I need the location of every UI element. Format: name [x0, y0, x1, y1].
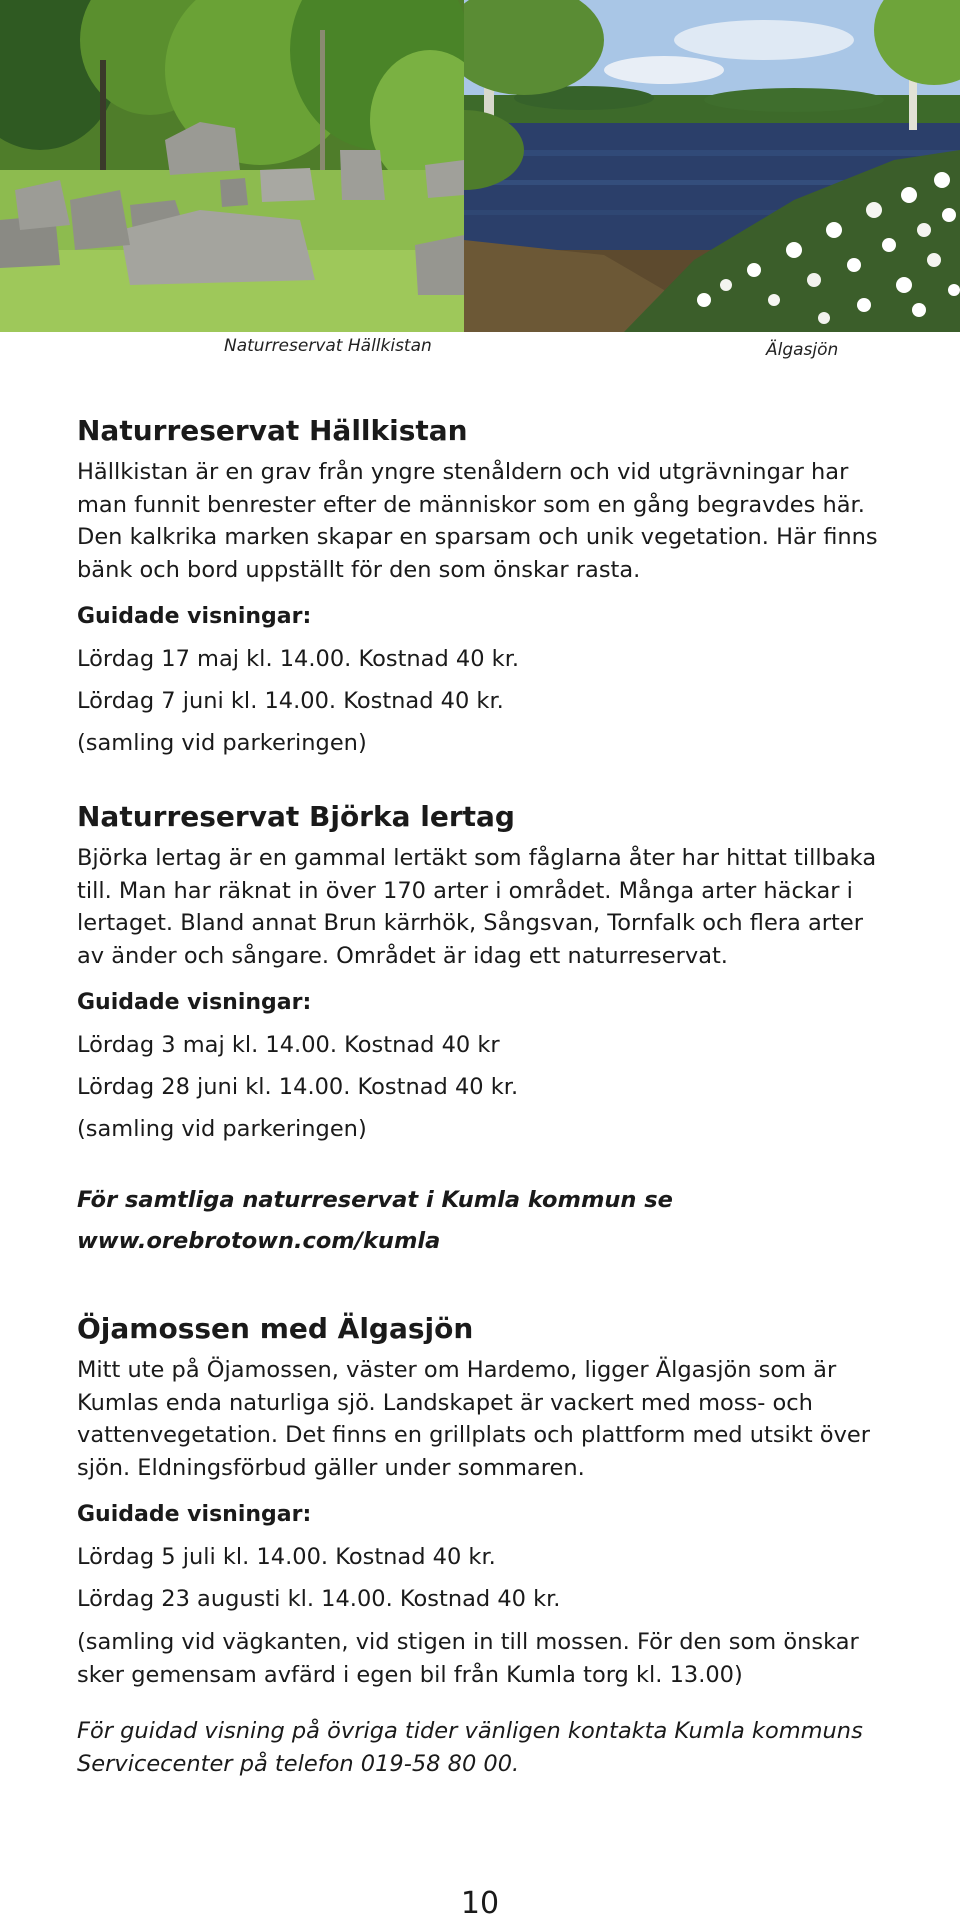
section-body: Björka lertag är en gammal lertäkt som fåglarna åter har hittat tillbaka till. Man har räknat in över 170 arter i området. Många arter häckar i lertaget. Bland annat Brun kärrhök, Sångsvan, Tornfalk och flera arter av änder och sångare. Området är idag ett naturreservat.	[77, 845, 877, 969]
tour-date: Lördag 23 augusti kl. 14.00. Kostnad 40 kr.	[77, 1586, 561, 1612]
guided-tours-label: Guidade visningar:	[77, 604, 312, 629]
contact-note: För guidad visning på övriga tider vänligen kontakta Kumla kommuns Servicecenter på telefon 019-58 80 00.	[77, 1718, 863, 1777]
reserves-note	[77, 1180, 897, 1262]
section-bjorka-lertag	[77, 794, 897, 1144]
tour-date: Lördag 3 maj kl. 14.00. Kostnad 40 kr	[77, 1032, 500, 1058]
photo-strip	[0, 0, 960, 332]
caption-hallkistan: Naturreservat Hällkistan	[224, 336, 432, 356]
tour-date: Lördag 7 juni kl. 14.00. Kostnad 40 kr.	[77, 688, 504, 714]
section-title: Naturreservat Björka lertag	[77, 800, 515, 833]
section-title: Naturreservat Hällkistan	[77, 414, 468, 447]
section-body: Mitt ute på Öjamossen, väster om Hardemo, ligger Älgasjön som är Kumlas enda naturliga sjö. Landskapet är vackert med moss- och vattenvegetation. Det finns en grillplats och plattform med utsikt över sjön. Eldningsförbud gäller under sommaren.	[77, 1357, 870, 1481]
photo-algasjon	[464, 0, 960, 332]
meeting-point: (samling vid parkeringen)	[77, 1116, 367, 1142]
guided-tours-label: Guidade visningar:	[77, 1502, 312, 1527]
meeting-point: (samling vid parkeringen)	[77, 730, 367, 756]
photo-hallkistan	[0, 0, 464, 332]
guided-tours-label: Guidade visningar:	[77, 990, 312, 1015]
main-content	[77, 408, 897, 1780]
page-number: 10	[460, 1886, 500, 1921]
section-hallkistan	[77, 408, 897, 758]
tour-date: Lördag 5 juli kl. 14.00. Kostnad 40 kr.	[77, 1544, 496, 1570]
reserves-note-text: För samtliga naturreservat i Kumla kommun se	[77, 1187, 673, 1213]
meeting-point: (samling vid vägkanten, vid stigen in till mossen. För den som önskar sker gemensam avfärd i egen bil från Kumla torg kl. 13.00)	[77, 1629, 859, 1688]
section-body: Hällkistan är en grav från yngre stenåldern och vid utgrävningar har man funnit benrester efter de människor som en gång begravdes här. Den kalkrika marken skapar en sparsam och unik vegetation. Här finns bänk och bord uppställt för den som önskar rasta.	[77, 459, 878, 583]
section-ojamossen	[77, 1306, 897, 1780]
reserves-link[interactable]: www.orebrotown.com/kumla	[77, 1228, 441, 1254]
tour-date: Lördag 17 maj kl. 14.00. Kostnad 40 kr.	[77, 646, 520, 672]
caption-algasjon: Älgasjön	[766, 340, 839, 360]
section-title: Öjamossen med Älgasjön	[77, 1312, 474, 1345]
tour-date: Lördag 28 juni kl. 14.00. Kostnad 40 kr.	[77, 1074, 519, 1100]
